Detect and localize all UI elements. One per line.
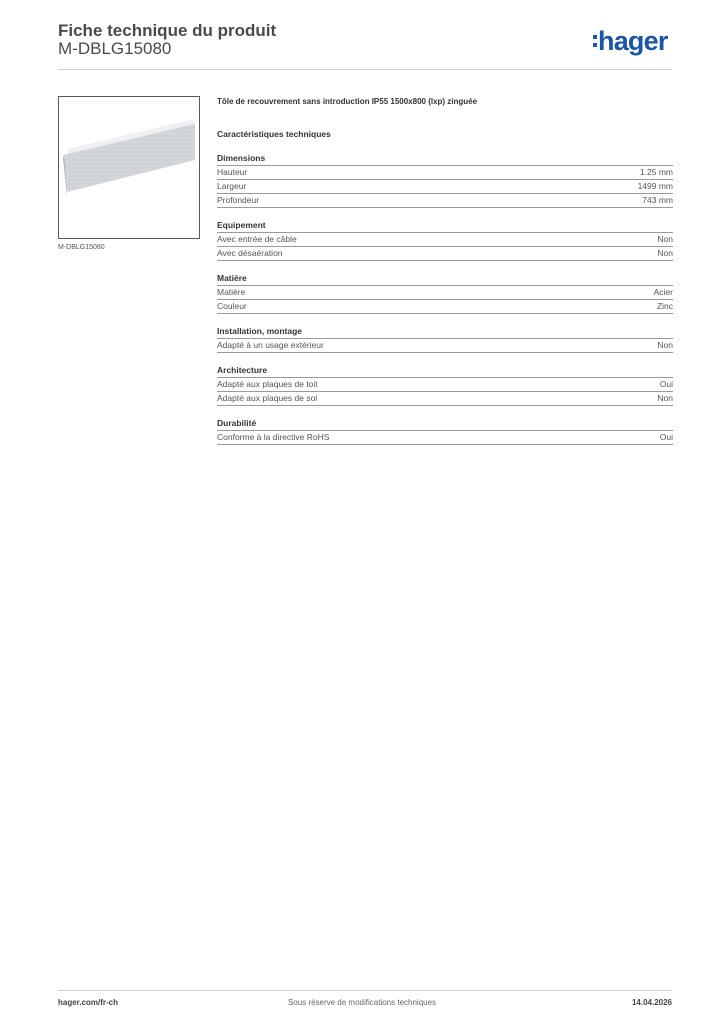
spec-row [217, 194, 673, 208]
spec-section [217, 272, 673, 314]
spec-value: Zinc [656, 301, 673, 311]
footer-website[interactable]: hager.com/fr-ch [58, 998, 119, 1007]
spec-section [217, 364, 673, 406]
page-title: Fiche technique du produit [58, 21, 277, 40]
image-caption: M-DBLG15080 [58, 244, 105, 251]
spec-value: 1.25 mm [639, 167, 673, 177]
spec-section [217, 417, 673, 445]
spec-label: Hauteur [217, 167, 248, 177]
spec-row [217, 180, 673, 194]
spec-row [217, 233, 673, 247]
product-image [58, 96, 200, 239]
section-title: Installation, montage [217, 325, 673, 339]
section-title: Architecture [217, 364, 673, 378]
spec-value: Oui [659, 379, 673, 389]
spec-value: Oui [659, 432, 673, 442]
spec-label: Avec entrée de câble [217, 234, 297, 244]
spec-section [217, 152, 673, 208]
spec-label: Adapté aux plaques de toit [217, 379, 318, 389]
spec-value: Non [657, 248, 673, 258]
metal-plate-illustration [59, 97, 199, 238]
spec-row [217, 431, 673, 445]
section-title: Matière [217, 272, 673, 286]
spec-row [217, 166, 673, 180]
spec-value: Non [657, 393, 673, 403]
spec-sections [217, 152, 673, 445]
spec-content [217, 96, 673, 445]
footer-divider [58, 990, 672, 991]
footer-notice: Sous réserve de modifications techniques [287, 998, 437, 1007]
spec-value: Non [657, 340, 673, 350]
spec-row [217, 300, 673, 314]
spec-value: 743 mm [642, 195, 673, 205]
spec-row [217, 392, 673, 406]
spec-section [217, 325, 673, 353]
section-title: Durabilité [217, 417, 673, 431]
spec-row [217, 247, 673, 261]
spec-label: Conforme à la directive RoHS [217, 432, 330, 442]
spec-label: Adapté à un usage extérieur [217, 340, 324, 350]
product-reference: M-DBLG15080 [58, 39, 172, 58]
spec-row [217, 286, 673, 300]
spec-section [217, 219, 673, 261]
logo-colon-icon [593, 43, 597, 47]
spec-label: Couleur [217, 301, 247, 311]
tech-heading: Caractéristiques techniques [217, 129, 331, 139]
spec-label: Avec désaération [217, 248, 283, 258]
spec-label: Adapté aux plaques de sol [217, 393, 318, 403]
section-title: Dimensions [217, 152, 673, 166]
section-title: Equipement [217, 219, 673, 233]
hager-logo: hager [593, 26, 668, 56]
spec-row [217, 339, 673, 353]
spec-row [217, 378, 673, 392]
product-name: Tôle de recouvrement sans introduction IP55 1500x800 (lxp) zinguée [217, 97, 478, 106]
spec-value: 1499 mm [637, 181, 673, 191]
spec-label: Largeur [217, 181, 247, 191]
footer-date: 14.04.2026 [631, 998, 672, 1007]
spec-value: Non [657, 234, 673, 244]
spec-label: Matière [217, 287, 246, 297]
spec-label: Profondeur [217, 195, 260, 205]
spec-value: Acier [653, 287, 673, 297]
header-divider [58, 69, 672, 70]
